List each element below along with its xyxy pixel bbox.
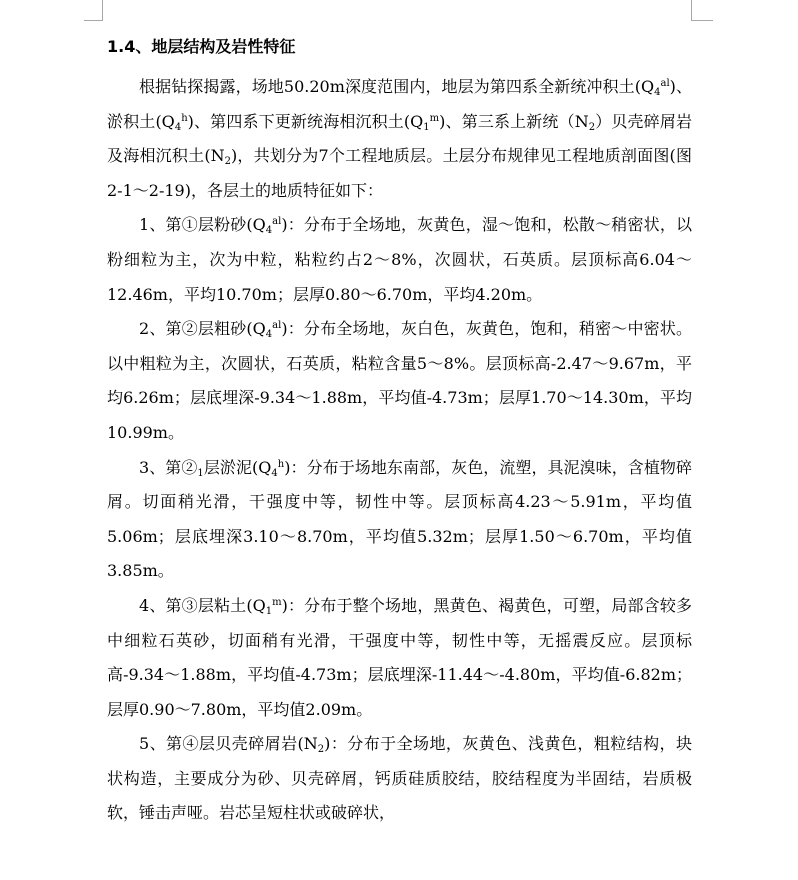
text-run: )、第三系上新统（N: [439, 111, 589, 131]
subscript: 2: [224, 156, 231, 168]
paragraph: [107, 312, 692, 450]
paragraph: [107, 451, 692, 589]
text-run: 1、第①层粉砂(Q: [139, 215, 266, 235]
subscript: 4: [654, 87, 661, 98]
text-run: )、淤积土(Q: [107, 77, 692, 131]
text-run: )、第四系下更新统海相沉积土(Q: [187, 111, 424, 131]
text-run: )：分布于全场地，灰黄色、浅黄色，粗粒结构，块状构造，主要成分为砂、贝壳碎屑，钙质硅质胶结，胶结程度为半固结，岩质极软，锤击声哑。岩芯呈短柱状或破碎状，: [107, 734, 692, 823]
subscript: 1: [265, 605, 273, 617]
superscript: h: [181, 112, 188, 124]
text-run: 层淤泥(Q: [203, 457, 272, 477]
superscript: al: [660, 78, 670, 89]
superscript: al: [272, 216, 282, 228]
paragraph: [107, 589, 692, 727]
superscript: m: [272, 596, 282, 608]
text-run: )：分布于全场地，灰黄色，湿～饱和，松散～稍密状，以粉细粒为主，次为中粒，粘粒约占2～8%，次圆状，石英质。层顶标高6.04～12.46m，平均10.70m；层厚0.80～6.70m，平均4.20m。: [107, 215, 692, 304]
subscript: 1: [423, 121, 430, 133]
paragraph-list: [107, 70, 692, 831]
subscript: 2: [317, 744, 325, 756]
subscript: 4: [271, 467, 278, 479]
text-run: )：分布全场地，灰白色，灰黄色，饱和，稍密～中密状。以中粗粒为主，次圆状，石英质，粘粒含量5～8%。层顶标高-2.47～9.67m，平均6.26m；层底埋深-9.34～1.88m，平均值-4.73m；层厚1.70～14.30m，平均10.99m。: [107, 319, 692, 442]
paragraph: [107, 70, 692, 208]
superscript: h: [277, 458, 285, 470]
text-run: )：分布于场地东南部，灰色，流塑，具泥溴味，含植物碎屑。切面稍光滑，干强度中等，韧性中等。层顶标高4.23～5.91m，平均值5.06m；层底埋深3.10～8.70m，平均值5.32m；层厚1.50～6.70m，平均值3.85m。: [107, 457, 692, 581]
paragraph: [107, 208, 692, 312]
text-run: )，共划分为7个工程地质层。土层分布规律见工程地质剖面图(图2-1～2-19)，各层土的地质特征如下：: [107, 146, 693, 200]
section-heading: 1.4、地层结构及岩性特征: [107, 37, 296, 56]
text-run: )：分布于整个场地，黑黄色、褐黄色，可塑，局部含较多中细粒石英砂，切面稍有光滑，干强度中等，韧性中等，无摇震反应。层顶标高-9.34～1.88m，平均值-4.73m；层底埋深-11.44～-4.80m，平均值-6.82m；层厚0.90～7.80m，平均值2.09m。: [107, 595, 692, 719]
text-run: 5、第④层贝壳碎屑岩(N: [139, 734, 318, 754]
subscript: 1: [197, 467, 204, 479]
subscript: 4: [174, 121, 182, 133]
text-run: 2、第②层粗砂(Q: [139, 319, 266, 339]
text-run: ）贝壳碎屑岩及海相沉积土(N: [107, 111, 692, 166]
subscript: 4: [265, 329, 273, 341]
text-run: 根据钻探揭露，场地50.20m深度范围内，地层为第四系全新统冲积土(Q: [139, 77, 655, 96]
text-run: 3、第②: [139, 457, 198, 477]
paragraph: [107, 727, 692, 831]
text-run: 4、第③层粘土(Q: [139, 595, 266, 615]
subscript: 2: [588, 121, 596, 133]
crop-mark-top-right: [691, 0, 713, 21]
document-body: [107, 32, 692, 831]
superscript: al: [272, 320, 282, 332]
superscript: m: [429, 112, 440, 124]
subscript: 4: [265, 225, 273, 237]
crop-mark-top-left: [84, 0, 103, 21]
